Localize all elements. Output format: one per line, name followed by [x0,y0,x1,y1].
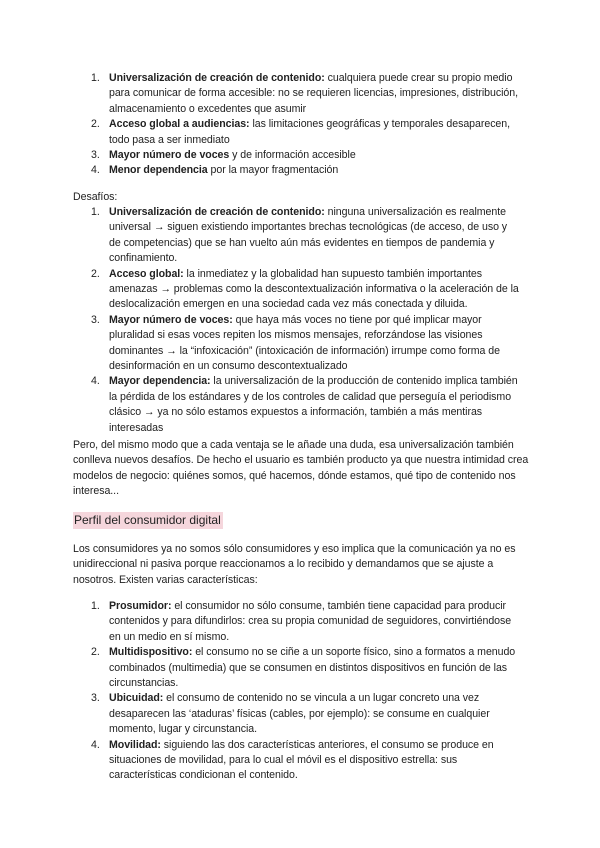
body-paragraph: Los consumidores ya no somos sólo consumidores y eso implica que la comunicación ya no es unidireccional ni pasiva porque reaccionamos a lo recibido y demandamos que se ajuste a nosotros. Existen varias características: [73,543,516,586]
list-item [0,205,600,267]
item-text: la universalización de la producción de contenido implica también la pérdida de los estándares y de los controles de calidad que perseguía el periodismo clásico → ya no sólo estamos expuestos a información, también a más mentiras interesadas [109,375,518,434]
item-text: por la mayor fragmentación [207,164,339,177]
item-text: el consumo no se ciñe a un soporte físico, sino a formatos a menudo combinados (multimedia) que se consumen en distintos dispositivos en función de las circunstancias. [109,646,516,690]
item-title: Mayor número de voces: [109,313,233,326]
item-number: 4. [91,164,100,177]
body-paragraph: Pero, del mismo modo que a cada ventaja se le añade una duda, esa universalización también conlleva nuevos desafíos. De hecho el usuario es también producto ya que nuestra intimidad crea modelos de negocio: quiénes somos, qué hacemos, dónde estamos, qué tipo de contenido nos interesa... [73,439,529,498]
list-item [0,691,600,737]
item-title: Ubicuidad: [109,692,164,705]
section-heading: Perfil del consumidor digital [74,513,221,527]
item-number: 3. [91,313,100,326]
item-text: cualquiera puede crear su propio medio para comunicar de forma accesible: no se requieren licencias, impresiones, distribución, almacenamiento o excedentes que asumir [109,72,518,115]
item-title: Universalización de creación de contenido: [109,206,325,218]
list-item [0,117,600,148]
item-number: 2. [91,118,100,131]
item-title: Movilidad: [109,738,161,751]
item-text: las limitaciones geográficas y temporales desaparecen, todo pasa a ser inmediato [109,118,511,146]
item-number: 1. [91,72,100,84]
list-item [0,738,600,784]
item-title: Menor dependencia [109,164,208,177]
item-title: Mayor dependencia: [109,375,211,388]
consumer-traits-list [0,599,600,784]
item-text: siguiendo las dos características anteriores, el consumo se produce en situaciones de movilidad, para lo cual el móvil es el dispositivo estrella: sus características condicionan el contenido. [109,738,494,782]
list-item [0,148,600,163]
list-item [0,267,600,313]
item-text: ninguna universalización es realmente universal → siguen existiendo importantes brechas tecnológicas (de acceso, de uso y de competencias) que se han vuelto aún más evidentes en tiempos de pandemia y confinamiento. [109,206,508,265]
item-title: Mayor número de voces [109,149,230,162]
item-number: 3. [91,692,100,705]
item-text: la inmediatez y la globalidad han supuesto también importantes amenazas → problemas como la descontextualización informativa o la aceleración de la deslocalización emergen en una sociedad cada vez más conectada y diluida. [109,267,519,311]
item-number: 2. [91,267,100,280]
challenges-label: Desafíos: [73,191,118,203]
list-item [0,645,600,691]
list-item [0,313,600,375]
item-number: 1. [91,206,100,218]
item-text: el consumo de contenido no se vincula a un lugar concreto una vez desaparecen las ‘ataduras’ físicas (cables, por ejemplo): se consume en cualquier momento, lugar y circunstancia. [109,692,490,736]
item-title: Multidispositivo: [109,646,193,659]
list-item [0,71,600,117]
item-title: Prosumidor: [109,600,172,612]
item-number: 1. [91,600,100,612]
item-number: 2. [91,646,100,659]
list-item [0,374,600,436]
item-text: que haya más voces no tiene por qué implicar mayor pluralidad si esas voces repiten los mismos mensajes, reforzándose las visiones dominantes → la “infoxicación” (intoxicación de información) irrumpe como forma de desinformación en un consumo descontextualizado [109,313,500,373]
list-item [0,599,600,645]
challenges-list [0,205,600,436]
advantages-list [0,71,600,179]
item-title: Universalización de creación de contenido: [109,72,325,84]
item-title: Acceso global: [109,267,184,280]
item-title: Acceso global a audiencias: [109,118,250,131]
item-text: y de información accesible [229,149,356,162]
list-item [0,163,600,178]
item-number: 3. [91,149,100,162]
item-number: 4. [91,375,100,388]
item-number: 4. [91,738,100,751]
item-text: el consumidor no sólo consume, también tiene capacidad para producir contenidos y para difundirlos: crea su propia comunidad de seguidores, convirtiéndose en un medio en sí mismo. [109,600,512,643]
